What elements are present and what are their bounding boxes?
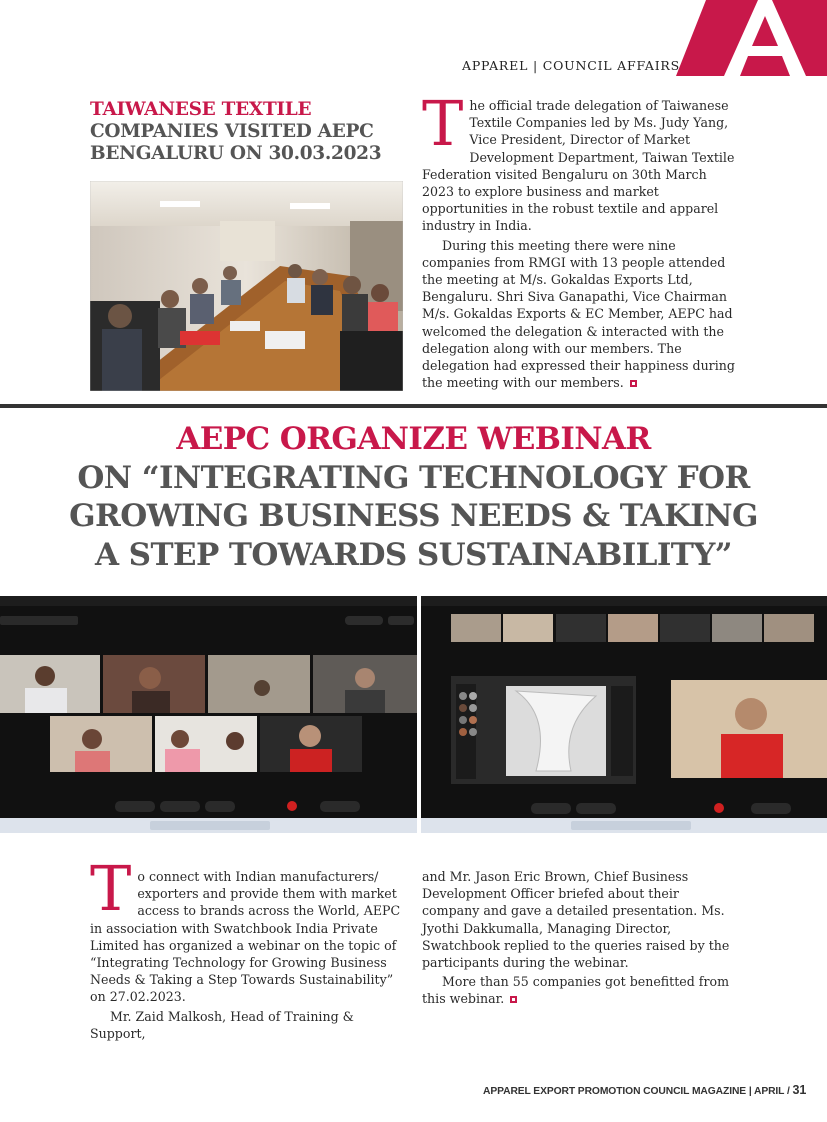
article2-title-red: AEPC ORGANIZE WEBINAR [176, 421, 651, 457]
article1-headline [90, 99, 390, 165]
article2-column-2 [422, 868, 737, 1008]
article2-title-line4: A STEP TOWARDS SUSTAINABILITY” [95, 536, 732, 573]
article2-title [0, 420, 827, 574]
end-of-article-icon [510, 996, 517, 1003]
article1-headline-grey: COMPANIES VISITED AEPC BENGALURU ON 30.03.2023 [90, 121, 382, 164]
article2-paragraph-3: and Mr. Jason Eric Brown, Chief Business Development Officer briefed about their company and gave a detailed presentation. Ms. Jyothi Dakkumalla, Managing Director, Swatchbook replied to the queries raised by the participants during the webinar. [422, 869, 730, 971]
article2-column-1 [90, 852, 402, 1042]
webinar-screenshot-presentation [421, 596, 827, 833]
article2-paragraph-4-text: More than 55 companies got benefitted from this webinar. [422, 974, 730, 1007]
article2-title-line2: ON “INTEGRATING TECHNOLOGY FOR [77, 459, 750, 496]
page-footer [483, 1083, 806, 1097]
article1-paragraph-2 [422, 237, 737, 392]
page-number: 31 [792, 1083, 807, 1097]
article2-dropcap: T [90, 852, 132, 925]
article1-paragraph-2-text: During this meeting there were nine companies from RMGI with 13 people attended the meeting at M/s. Gokaldas Exports Ltd, Bengaluru. Shri Siva Ganapathi, Vice Chairman M/s. Gokaldas Exports & EC Member, AEPC had welcomed the delegation & interacted with the delegation along with our members. The delegation had expressed their happiness during the meeting with our members. [422, 237, 735, 391]
article1-dropcap: T [422, 87, 464, 160]
article1-body [422, 87, 737, 391]
article1-headline-red: TAIWANESE TEXTILE [90, 99, 312, 120]
section-divider [0, 404, 827, 408]
article2-paragraph-4 [422, 973, 737, 1007]
end-of-article-icon [630, 380, 637, 387]
magazine-logo-a [676, 0, 827, 76]
meeting-photo [90, 181, 403, 391]
article2-paragraph-2: Mr. Zaid Malkosh, Head of Training & Support, [90, 1008, 354, 1041]
article2-title-line3: GROWING BUSINESS NEEDS & TAKING [69, 498, 758, 534]
article1-paragraph-1: he official trade delegation of Taiwanese Textile Companies led by Ms. Judy Yang, Vice President, Director of Market Development Department, Taiwan Textile Federation visited Bengaluru on 30th March 2023 to explore business and market opportunities in the robust textile and apparel industry in India. [422, 98, 735, 234]
article2-paragraph-1: o connect with Indian manufacturers/ exporters and provide them with market access to brands across the World, AEPC in association with Swatchbook India Private Limited has organized a webinar on the topic of “Integrating Technology for Growing Business Needs & Taking a Step Towards Sustainability” on 27.02.2023. [90, 869, 401, 1005]
section-header: APPAREL | COUNCIL AFFAIRS [462, 58, 681, 73]
webinar-screenshot-gallery [0, 596, 417, 833]
footer-magazine-name: APPAREL EXPORT PROMOTION COUNCIL MAGAZINE | APRIL / [483, 1086, 790, 1097]
